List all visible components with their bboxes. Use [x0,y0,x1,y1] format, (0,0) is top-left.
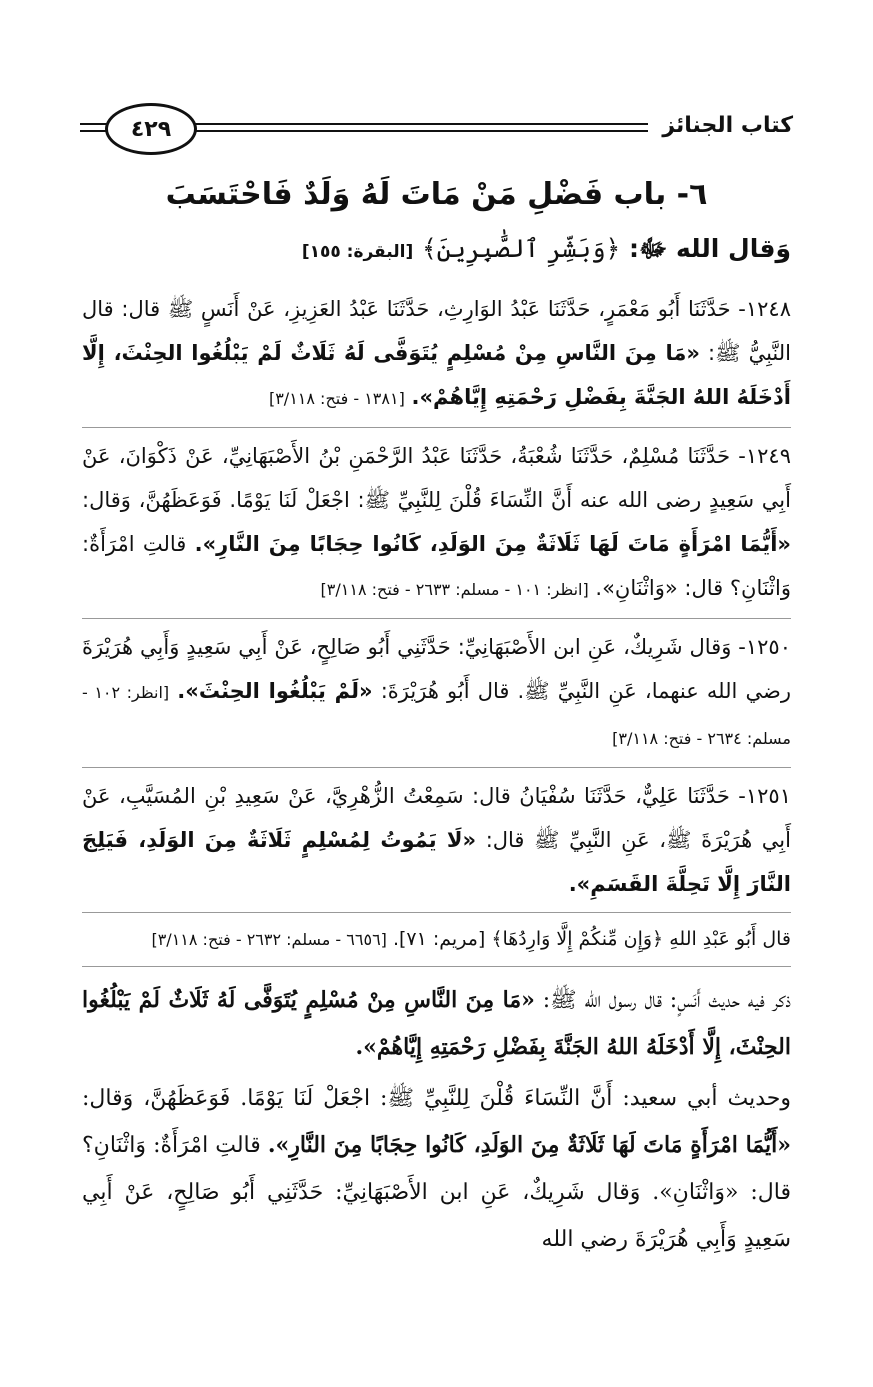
author-note [82,919,791,967]
hadith-tail: قالتِ امْرَأَةٌ: وَاثْنَانِ؟ قال: «وَاثْنَانِ». [82,532,791,600]
chapter-verse [82,222,791,279]
hadith-matn: «لَا يَمُوتُ لِمُسْلِمٍ ثَلَاثَةٌ مِنَ الوَلَدِ، فَيَلِجَ النَّارَ إِلَّا تَحِلَّةَ القَسَمِ». [82,828,791,896]
note-reference: [٦٦٥٦ - مسلم: ٢٦٣٢ - فتح: ٣/١١٨] [151,930,387,949]
chapter-heading: ٦- باب فَضْلِ مَنْ مَاتَ لَهُ وَلَدٌ فَاحْتَسَبَ [165,177,708,212]
hadith-1249 [82,434,791,619]
hadith-isnad: حَدَّثَنَا أَبُو مَعْمَرٍ، حَدَّثَنَا عَبْدُ الوَارِثِ، حَدَّثَنَا عَبْدُ العَزِيزِ، عَنْ أَنَسٍ ﷺ قال: قال النَّبِيُّ ﷺ: [82,297,791,365]
hadith-isnad: وَقال شَرِيكٌ، عَنِ ابن الأَصْبَهَانِيِّ: حَدَّثَنِي أَبُو صَالِحٍ، عَنْ أَبِي سَعِيدٍ وَأَبِي هُرَيْرَةَ رضي الله عنهما، عَنِ النَّبِيِّ ﷺ. قال أَبُو هُرَيْرَةَ: [82,635,791,703]
note-text: قال أَبُو عَبْدِ اللهِ ﴿وَإِن مِّنكُمْ إِلَّا وَارِدُهَا﴾ [مريم: ٧١]. [392,928,791,950]
hadith-1248 [82,287,791,428]
commentary-paragraph-1 [82,977,791,1071]
hadith-number: ١٢٥١- [738,784,791,808]
hadith-matn: «لَمْ يَبْلُغُوا الحِنْثَ». [177,679,373,703]
verse-reference: [البقرة: ١٥٥] [301,242,414,262]
page-number: ٤٢٩ [130,116,172,142]
hadith-number: ١٢٥٠- [738,635,791,659]
hadith-matn: «أَيُّمَا امْرَأَةٍ مَاتَ لَهَا ثَلَاثَةٌ مِنَ الوَلَدِ، كَانُوا حِجَابًا مِنَ النَّارِ». [194,532,791,556]
running-header-title: كتاب الجنائز [648,110,793,142]
hadith-1251 [82,774,791,913]
page-body [82,168,791,1267]
hadith-reference: [١٣٨١ - فتح: ٣/١١٨] [268,389,405,408]
hadith-isnad: حَدَّثَنَا مُسْلِمٌ، حَدَّثَنَا شُعْبَةُ، حَدَّثَنَا عَبْدُ الرَّحْمَنِ بْنُ الأَصْبَهَانِيِّ، عَنْ ذَكْوَانَ، عَنْ أَبِي سَعِيدٍ رضى الله عنه أَنَّ النِّسَاءَ قُلْنَ لِلنَّبِيِّ ﷺ: اجْعَلْ لَنَا يَوْمًا. فَوَعَظَهُنَّ، وَقال: [82,444,791,512]
commentary-lead: وحديث أبي سعيد: أَنَّ النِّسَاءَ قُلْنَ لِلنَّبِيِّ ﷺ: اجْعَلْ لَنَا يَوْمًا. فَوَعَظَهُنَّ، وَقال: [82,1086,791,1111]
hadith-reference: [انظر: ١٠١ - مسلم: ٢٦٣٣ - فتح: ٣/١١٨] [320,580,589,599]
hadith-matn: «مَا مِنَ النَّاسِ مِنْ مُسْلِمٍ يُتَوَفَّى لَهُ ثَلَاثٌ لَمْ يَبْلُغُوا الحِنْثَ، إِلَّا أَدْخَلَهُ اللهُ الجَنَّةَ بِفَضْلِ رَحْمَتِهِ إِيَّاهُمْ». [82,341,791,409]
commentary-lead: ذكر فيه حديث أَنَسٍ: قال رسول الله ﷺ: [542,988,792,1013]
commentary-matn: «أَيُّمَا امْرَأَةٍ مَاتَ لَهَا ثَلَاثَةٌ مِنَ الوَلَدِ، كَانُوا حِجَابًا مِنَ النَّارِ». [267,1132,791,1158]
verse-intro: وَقال الله ﷻ: [629,234,791,263]
page-number-ornament [105,103,197,155]
hadith-isnad: حَدَّثَنَا عَلِيٌّ، حَدَّثَنَا سُفْيَانُ قال: سَمِعْتُ الزُّهْرِيَّ، عَنْ سَعِيدِ بْنِ المُسَيَّبِ، عَنْ أَبِي هُرَيْرَةَ ﷺ، عَنِ النَّبِيِّ ﷺ قال: [82,784,791,852]
hadith-number: ١٢٤٨- [738,297,791,321]
commentary-tail: قالتِ امْرَأَةٌ: وَاثْنَانِ؟ قال: «وَاثْنَانِ». وَقال شَرِيكٌ، عَنِ ابن الأَصْبَهَانِيِّ: حَدَّثَنِي أَبُو صَالِحٍ، عَنْ أَبِي سَعِيدٍ وَأَبِي هُرَيْرَةَ رضي الله [82,1133,791,1252]
hadith-1250 [82,625,791,768]
commentary-paragraph-2 [82,1075,791,1263]
commentary-matn: «مَا مِنَ النَّاسِ مِنْ مُسْلِمٍ يُتَوَفَّى لَهُ ثَلَاثٌ لَمْ يَبْلُغُوا الحِنْثَ، إِلَّا أَدْخَلَهُ اللهُ الجَنَّةَ بِفَضْلِ رَحْمَتِهِ إِيَّاهُمْ». [82,987,791,1060]
hadith-number: ١٢٤٩- [738,444,791,468]
verse-text: ﴿وَبَشِّرِ ٱلصَّٰبِرِينَ﴾ [421,234,621,263]
hadith-reference: [انظر: ١٠٢ - مسلم: ٢٦٣٤ - فتح: ٣/١١٨] [82,683,791,748]
